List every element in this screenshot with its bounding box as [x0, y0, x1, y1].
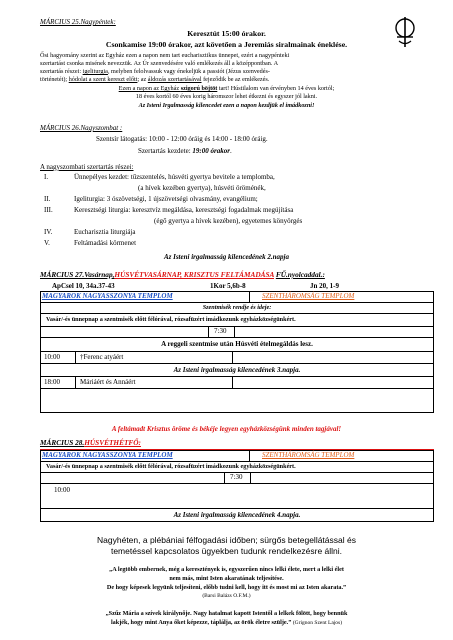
quote2-line: „Szűz Mária a szívek királynője. Nagy hatalmat kapott Istentől a lelkek fölött, hogy bennük	[105, 610, 348, 617]
friday-service: Csonkamise 19:00 órakor, azt követően a Jeremiás siralmainak éneklése.	[105, 40, 348, 49]
friday-date: MÁRCIUS 25.Nagypéntek:	[40, 18, 116, 26]
easter-wish: A feltámadt Krisztus öröme és békéje legyen egyházközségünk minden tagjával!	[111, 425, 342, 433]
quote2-line: lakjék, hogy mint Anya őket képezze, táplálja, az örök életre szülje.” (Grignon Szent Lajos)	[110, 619, 343, 626]
sunday-rosary-note: Vasár/-és ünnepnap a szentmisék előtt félórával, rózsafüzért imádkozunk egyházközségünkért.	[46, 316, 296, 323]
sunday-mass-intention-2: †Ferenc atyáért	[80, 353, 124, 361]
saturday-parts-list	[44, 173, 424, 250]
sunday-novena: Az Isteni irgalmasság kilencedének 3.napja.	[173, 366, 301, 374]
sunday-church-1: MAGYAROK NAGYASSZONYA TEMPLOM	[42, 292, 173, 300]
quote1-line: „A legtöbb embernek, még a keresztények is, egyszerűen nincs lelki élete, mert a lelki élet	[109, 566, 344, 573]
friday-fasting-notice: Ezen a napon az Egyház szigorú böjtöt tart! Hústilalom van érvényben 14 éves kortól;	[118, 85, 335, 92]
parts-item: II. Igeliturgia: 3 ószövetségi, 1 újszövetségi olvasmány, evangélium;	[44, 195, 258, 203]
quote1-line: nem más, mint Isten akaratának teljesítése.	[169, 575, 284, 582]
sunday-food-blessing: A reggeli szentmise után Húsvéti ételmegáldás lesz.	[161, 340, 313, 348]
monday-date: MÁRCIUS 28.HÚSVÉTHÉTFŐ:	[40, 438, 141, 447]
friday-paragraph-line: szertartás részei: igeliturgia, melyben felolvassuk vagy énekeljük a passiót (Jézus szenvedés-	[40, 68, 270, 75]
saturday-date: MÁRCIUS 26.Nagyszombat :	[40, 124, 123, 132]
friday-paragraph-line: Ősi hagyomány szerint az Egyház ezen a napon nem tart eucharisztikus ünnepet, ezért a nagypénteki	[40, 52, 290, 59]
friday-novena: Az Isteni Irgalmasság kilencedet ezen a napon kezdjük el imádkozni!	[138, 102, 315, 109]
saturday-parts-title: A nagyszombati szertartás részei:	[40, 163, 134, 171]
friday-paragraph-line: szertartást csonka misének nevezzük. Az Úr szenvedésére való emlékezés áll a középpontban. A	[40, 60, 279, 67]
sunday-mass-time-1: 7:30	[214, 327, 227, 335]
office-notice-line: Nagyhéten, a plébániai félfogadási időben; sürgős betegellátással és	[97, 535, 356, 545]
sunday-date: MÁRCIUS 27.Vasárnap,HÚSVÉTVASÁRNAP, KRISZTUS FELTÁMADÁSA FŰ.nyolcaddal.:	[40, 270, 325, 279]
quote1-line: De hogy képesek legyünk teljesíteni, előbb tudni kell, hogy itt és most mi az Isten akarata.”	[106, 584, 347, 591]
sunday-reading-1: ApCsel 10, 34a.37-43	[52, 282, 115, 290]
parts-item: III. Keresztségi liturgia: keresztvíz megáldása, keresztségi fogadalmak megújítása	[44, 206, 294, 214]
sunday-reading-3: Jn 20, 1-9	[310, 282, 339, 290]
sunday-mass-intention-3: Máriáért és Annáért	[80, 378, 136, 386]
monday-mass-time-1: 7:30	[230, 473, 243, 481]
monday-mass-time-2: 10:00	[54, 486, 70, 494]
monday-church-2: SZENTHÁROMSÁG TEMPLOM	[262, 451, 355, 459]
parts-item: (a hívek kezében gyertya), húsvéti öröménék,	[138, 184, 266, 192]
monday-novena: Az Isteni irgalmasság kilencedének 4.napja.	[173, 511, 301, 519]
quote2-author: (Grignon Szent Lajos)	[292, 620, 343, 626]
parts-item: (égő gyertya a hívek kezében), egyetemes könyörgés	[154, 217, 303, 225]
quote1-author: (Barsi Balázs O.F.M.)	[202, 593, 251, 599]
saturday-start: Szertartás kezdete: 19:00 órakor.	[138, 147, 232, 155]
friday-stations: Keresztút 15:00 órakor.	[187, 29, 266, 38]
sunday-masses-title: Szentmisék rendje és ideje:	[202, 304, 272, 311]
sunday-mass-time-3: 18:00	[44, 378, 60, 386]
monday-rosary-note: Vasár/-és ünnepnap a szentmisék előtt félórával, rózsafüzért imádkozunk egyházközségünkért.	[46, 463, 296, 470]
saturday-visit: Szentsír látogatás: 10:00 - 12:00 óráig és 14:00 - 18:00 óráig.	[96, 135, 268, 143]
sunday-reading-2: 1Kor 5,6b-8	[210, 282, 246, 290]
parts-item: I. Ünnepélyes kezdet: tűzszentelés, húsvéti gyertya bevitele a templomba,	[44, 173, 275, 181]
parts-item: IV. Eucharisztia liturgiája	[44, 228, 136, 236]
sunday-mass-time-2: 10:00	[44, 353, 60, 361]
friday-fasting-rule: 18 éves kortól 60 éves korig háromszor lehet étkezni és egyszer jól lakni.	[135, 93, 318, 100]
sunday-church-2: SZENTHÁROMSÁG TEMPLOM	[262, 292, 355, 300]
office-notice-line: temetéssel kapcsolatos ügyekben tudunk rendelkezésre állni.	[110, 546, 343, 556]
parts-item: V. Feltámadási körmenet	[44, 239, 137, 247]
friday-paragraph-line: történetét); hódolat a szent kereszt előtt; az áldozás szertartásával fejeződik be az emlékezés.	[40, 76, 270, 83]
saturday-novena: Az Isteni irgalmasság kilencedének 2.napja	[163, 253, 290, 261]
monday-church-1: MAGYAROK NAGYASSZONYA TEMPLOM	[42, 451, 173, 459]
